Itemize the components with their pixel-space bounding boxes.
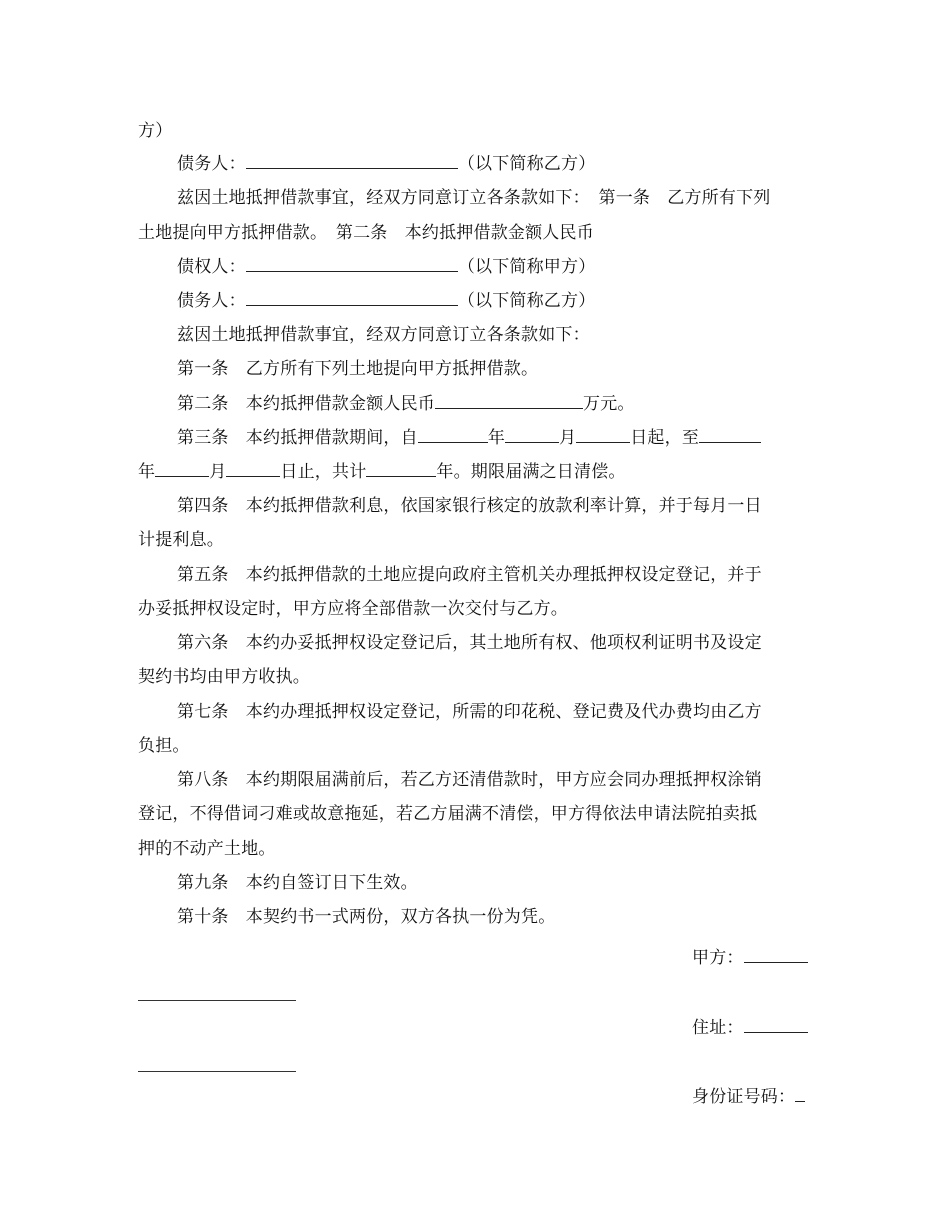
article-2 [177,393,635,415]
article-2-text: 第二条 本约抵押借款金额人民币 [177,394,435,414]
debtor-line [177,290,595,312]
id-blank [795,1086,805,1102]
party-a-blank [744,947,808,963]
article-4: 第四条 本约抵押借款利息，依国家银行核定的放款利率计算，并于每月一日 [177,496,762,516]
article-5: 第五条 本约抵押借款的土地应提向政府主管机关办理抵押权设定登记，并于 [177,565,762,585]
month-label: 月 [209,462,227,482]
debtor-note: （以下简称乙方） [457,291,596,311]
article-3-cont [138,461,626,483]
article-10: 第十条 本契约书一式两份，双方各执一份为凭。 [177,907,556,927]
end-year-blank [699,427,761,443]
creditor-label: 债权人： [177,257,246,277]
text-line: 押的不动产土地。 [138,839,276,859]
end-month-blank [155,461,209,477]
creditor-note: （以下简称甲方） [457,257,596,277]
amount-blank [435,393,583,409]
start-day-label: 日起，至 [630,428,700,448]
debtor-blank [246,290,458,306]
text-line: 兹因土地抵押借款事宜，经双方同意订立各条款如下： [177,325,590,345]
text-line: 兹因土地抵押借款事宜，经双方同意订立各条款如下： 第一条 乙方所有下列 [177,188,771,208]
article-3 [177,427,761,449]
debtor-label: 债务人： [177,291,246,311]
text-line: 契约书均由甲方收执。 [138,667,310,687]
start-year-blank [418,427,488,443]
text-line: 土地提向甲方抵押借款。 第二条 本约抵押借款金额人民币 [138,223,594,243]
start-month-blank [505,427,559,443]
debtor-note: （以下简称乙方） [457,154,596,174]
article-1: 第一条 乙方所有下列土地提向甲方抵押借款。 [177,359,539,379]
article-6: 第六条 本约办妥抵押权设定登记后，其土地所有权、他项权利证明书及设定 [177,633,762,653]
text-line: 计提利息。 [138,530,224,550]
article-8: 第八条 本约期限届满前后，若乙方还清借款时，甲方应会同办理抵押权涂销 [177,770,762,790]
party-a-label: 甲方： [692,948,744,968]
text-line: 办妥抵押权设定时，甲方应将全部借款一次交付与乙方。 [138,599,568,619]
article-2-unit: 万元。 [583,394,635,414]
debtor-blank [246,153,458,169]
end-day-label: 日止，共计 [280,462,367,482]
id-label: 身份证号码： [692,1087,796,1107]
article-9: 第九条 本约自签订日下生效。 [177,873,418,893]
address-blank [744,1017,808,1033]
party-a-signature [692,947,808,969]
id-signature [692,1086,805,1108]
party-a-blank-cont [138,1000,296,1001]
address-label: 住址： [692,1018,744,1038]
total-years-blank [366,461,436,477]
article-7: 第七条 本约办理抵押权设定登记，所需的印花税、登记费及代办费均由乙方 [177,702,762,722]
debtor-line [177,153,595,175]
creditor-line [177,256,595,278]
end-day-blank [226,461,280,477]
creditor-blank [246,256,458,272]
debtor-label: 债务人： [177,154,246,174]
year-label: 年 [487,428,506,448]
text-line: 方） [138,121,173,141]
year-label: 年 [138,462,156,482]
address-blank-cont [138,1071,296,1072]
start-day-blank [576,427,630,443]
text-line: 登记，不得借词刁难或故意拖延，若乙方届满不清偿，甲方得依法申请法院拍卖抵 [138,804,758,824]
article-3-text: 第三条 本约抵押借款期间，自 [177,428,418,448]
month-label: 月 [559,428,577,448]
address-signature [692,1017,808,1039]
term-note: 年。期限届满之日清偿。 [436,462,626,482]
text-line: 负担。 [138,736,190,756]
